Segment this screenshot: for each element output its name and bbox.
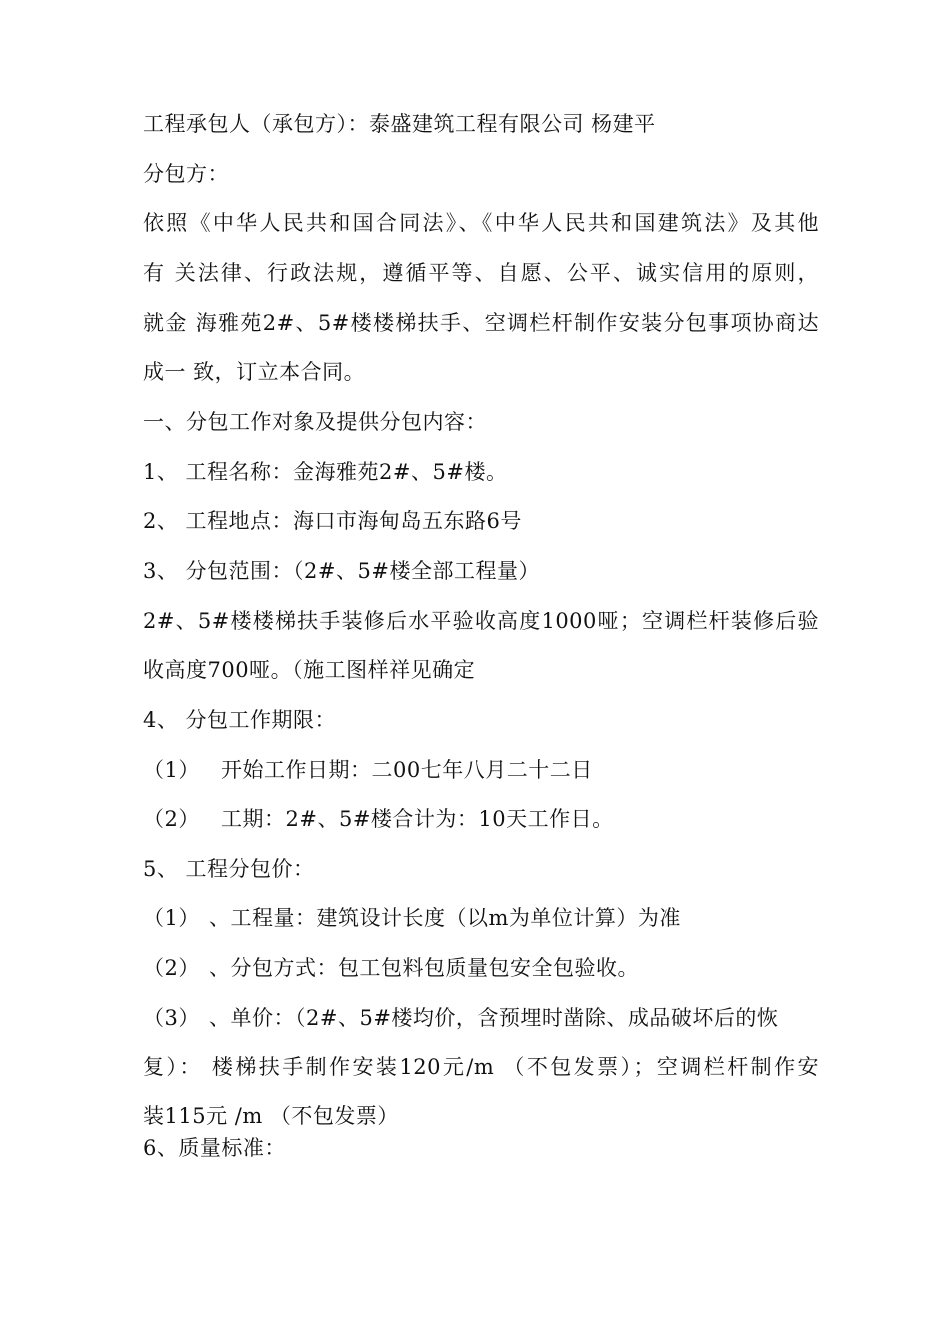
intro-line-2: 有 关法律、行政法规，遵循平等、自愿、公平、诚实信用的原则， — [143, 261, 819, 285]
period-item-1 — [143, 755, 593, 785]
scope-line-2: 收高度700哑。（施工图样祥见确定 — [143, 658, 476, 682]
intro-line-4: 成一 致，订立本合同。 — [143, 360, 366, 384]
period-item-2-text: 工期：2#、5#楼合计为：10天工作日。 — [221, 807, 614, 831]
price-item-2 — [143, 953, 639, 983]
period-item-1-number: （1） — [143, 758, 200, 782]
period-item-1-text: 开始工作日期：二00七年八月二十二日 — [221, 758, 593, 782]
price-item-1 — [143, 903, 681, 933]
period-item-2 — [143, 804, 614, 834]
item3-scope: 3、 分包范围：（2#、5#楼全部工程量） — [143, 559, 540, 583]
price-item-3-text: 、单价：（2#、5#楼均价，含预埋时凿除、成品破坏后的恢 — [209, 1006, 779, 1030]
period-item-2-number: （2） — [143, 807, 200, 831]
item1-project-name: 1、 工程名称：金海雅苑2#、5#楼。 — [143, 460, 508, 484]
price-item-2-text: 、分包方式：包工包料包质量包安全包验收。 — [209, 956, 639, 980]
intro-line-1: 依照《中华人民共和国合同法》、《中华人民共和国建筑法》及其他 — [143, 211, 819, 235]
price-item-2-number: （2） — [143, 956, 200, 980]
item2-project-location: 2、 工程地点：海口市海甸岛五东路6号 — [143, 509, 522, 533]
subcontractor-line: 分包方： — [143, 162, 229, 186]
price-item-3-cont-2: 装115元 /m （不包发票） — [143, 1104, 399, 1128]
scope-line-1: 2#、5#楼楼梯扶手装修后水平验收高度1000哑；空调栏杆装修后验 — [143, 609, 819, 633]
item4-period: 4、 分包工作期限： — [143, 708, 337, 732]
price-item-3-cont-1: 复）： 楼梯扶手制作安装120元/m （不包发票）；空调栏杆制作安 — [143, 1055, 819, 1079]
intro-line-3: 就金 海雅苑2#、5#楼楼梯扶手、空调栏杆制作安装分包事项协商达 — [143, 311, 819, 335]
price-item-1-number: （1） — [143, 906, 200, 930]
item5-price: 5、 工程分包价： — [143, 857, 315, 881]
contractor-line: 工程承包人（承包方）：泰盛建筑工程有限公司 杨建平 — [143, 112, 656, 136]
price-item-3 — [143, 1003, 778, 1033]
item6-quality: 6、质量标准： — [143, 1136, 286, 1160]
price-item-1-text: 、工程量：建筑设计长度（以m为单位计算）为准 — [209, 906, 681, 930]
price-item-3-number: （3） — [143, 1006, 200, 1030]
section1-title: 一、分包工作对象及提供分包内容： — [143, 410, 487, 434]
